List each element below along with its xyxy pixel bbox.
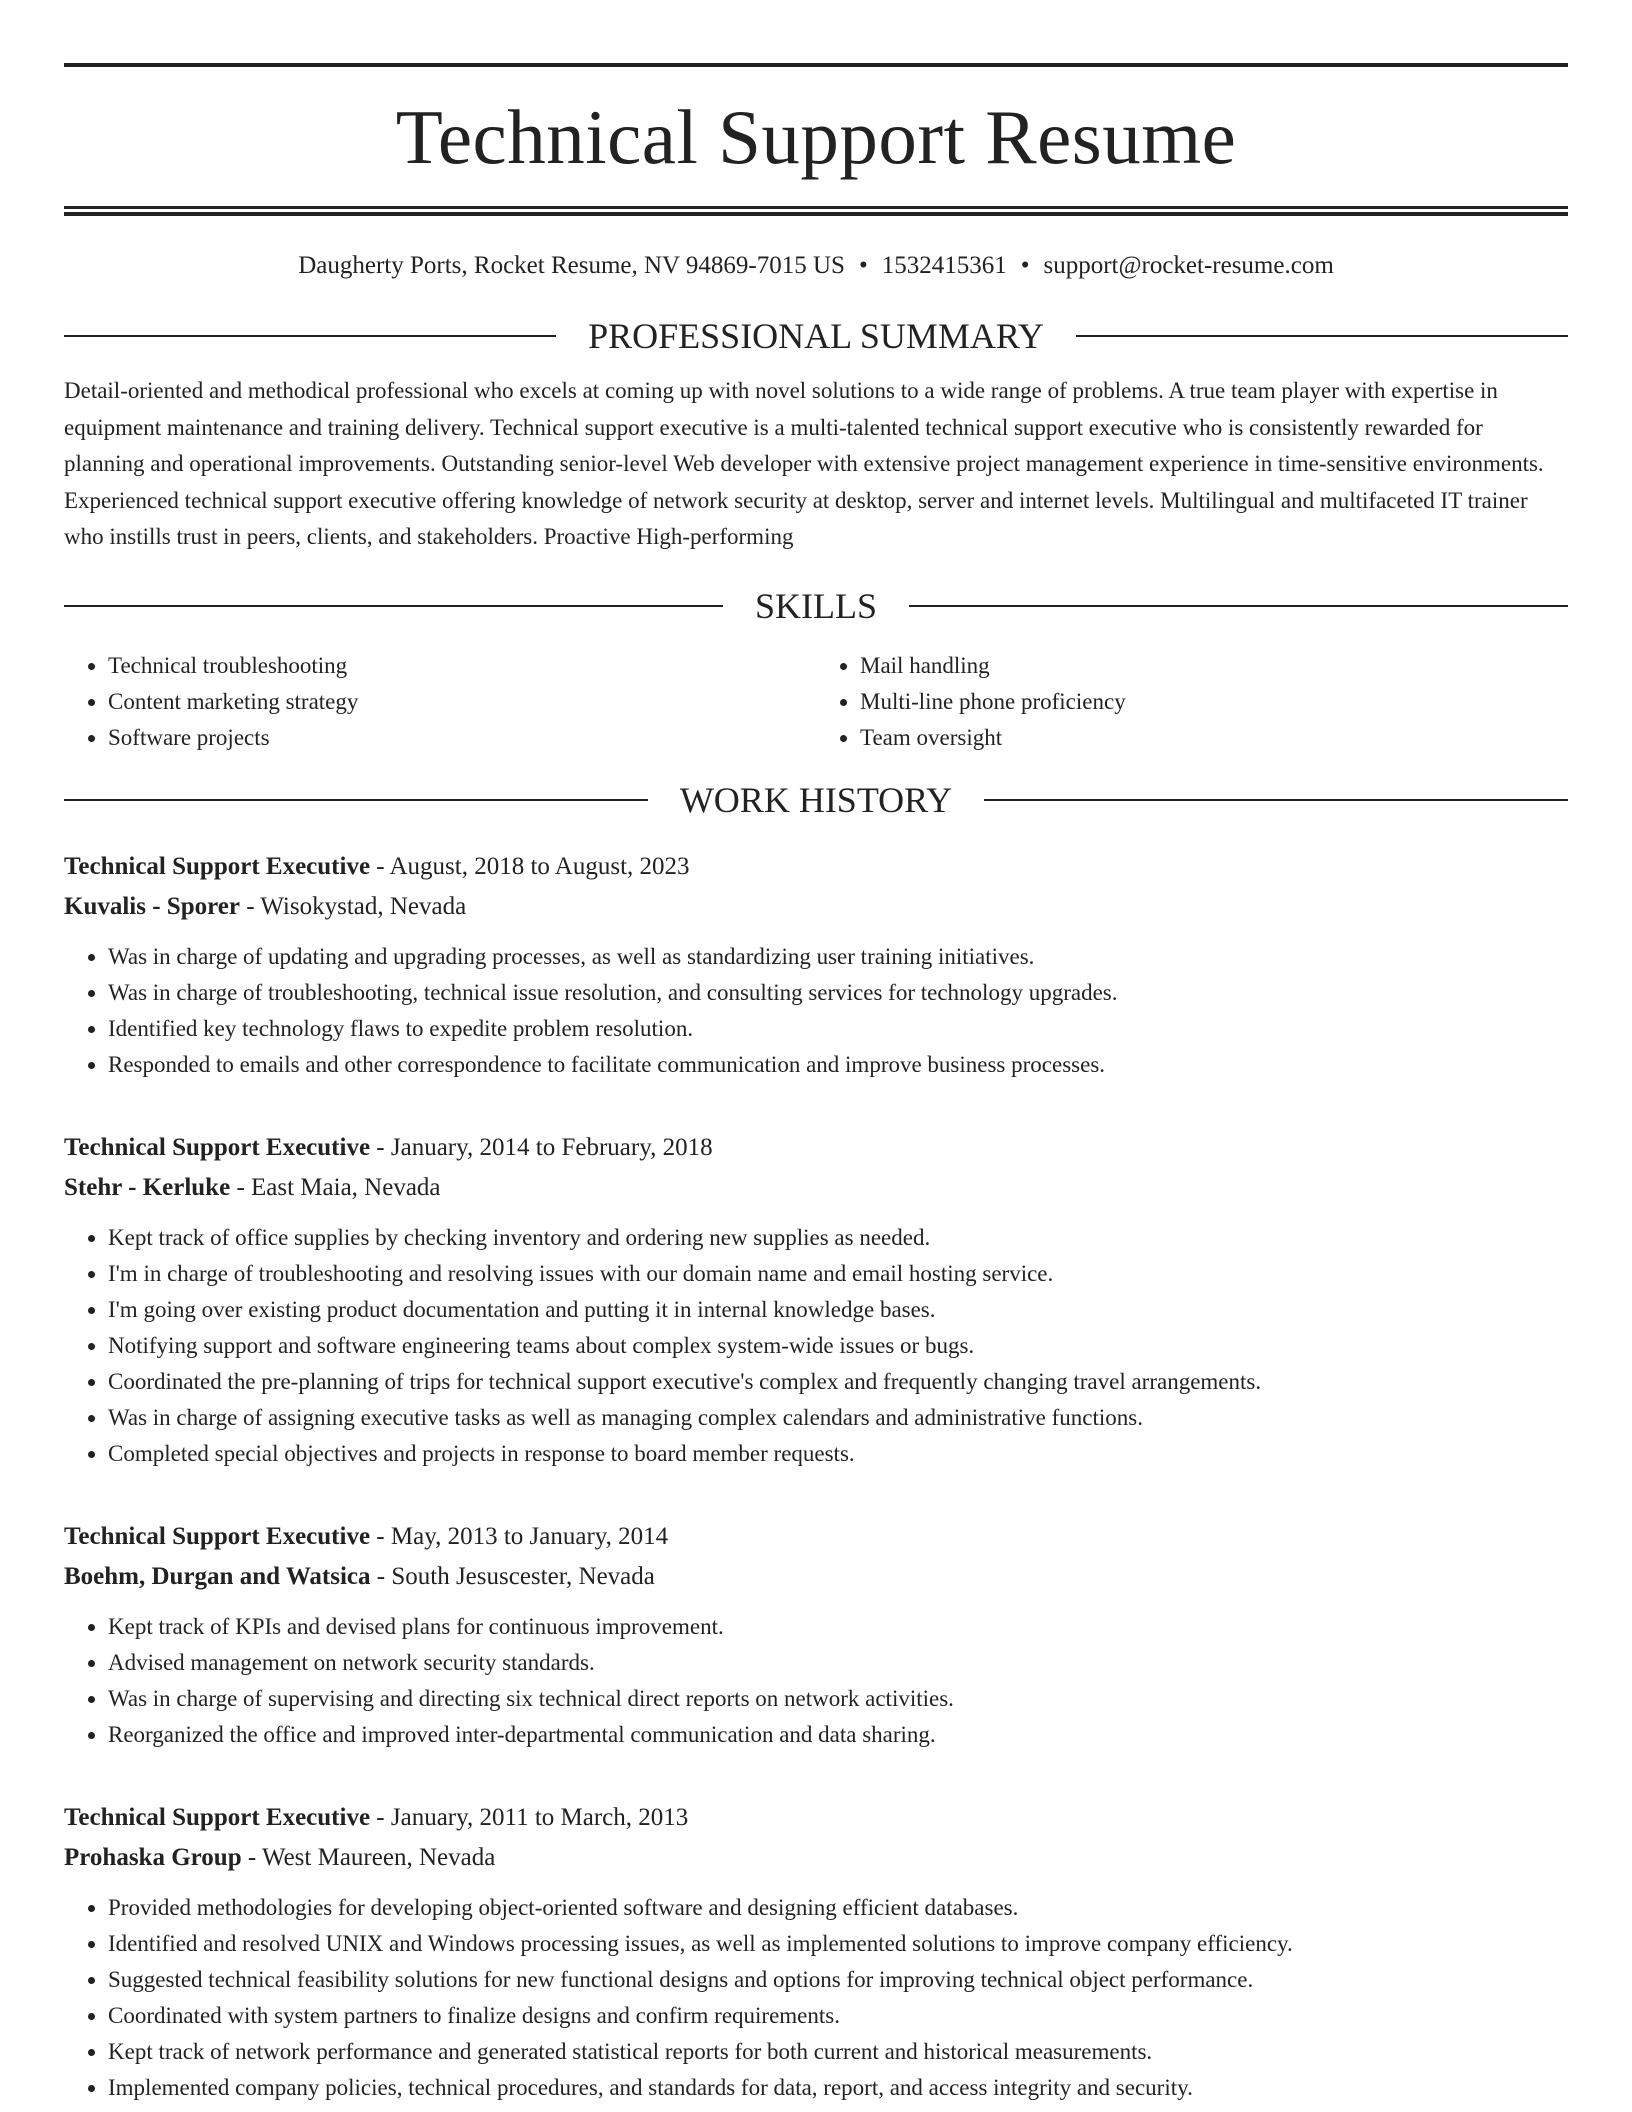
job-bullets xyxy=(64,1609,1568,1753)
job-bullet: • Provided methodologies for developing object-oriented software and designing efficient databases. xyxy=(108,1890,1568,1926)
job-company-line xyxy=(64,1557,1568,1597)
skills-list xyxy=(64,648,1568,756)
job-bullet: • Coordinated with system partners to finalize designs and confirm requirements. xyxy=(108,1998,1568,2034)
contact-separator: • xyxy=(1020,252,1030,279)
job-entry xyxy=(64,1798,1568,2106)
job-dates: - August, 2018 to August, 2023 xyxy=(370,852,690,880)
job-bullet: • Identified and resolved UNIX and Windows processing issues, as well as implemented solutions to improve company efficiency. xyxy=(108,1926,1568,1962)
job-entry xyxy=(64,1128,1568,1472)
job-bullets xyxy=(64,1220,1568,1472)
contact-line xyxy=(64,253,1568,278)
heading-rule xyxy=(1076,335,1568,337)
summary-text: Detail-oriented and methodical professional who excels at coming up with novel solutions to a wide range of problems. A true team player with expertise in equipment maintenance and training delivery. Technical support executive is a multi-talented technical support executive who is consistently rewarded for planning and operational improvements. Outstanding senior-level Web developer with extensive project management experience in time-sensitive environments. Experienced technical support executive offering knowledge of network security at desktop, server and internet levels. Multilingual and multifaceted IT trainer who instills trust in peers, clients, and stakeholders. Proactive High-performing xyxy=(64,378,1544,549)
job-company: Kuvalis - Sporer xyxy=(64,892,240,920)
job-company-line xyxy=(64,887,1568,927)
job-bullet: • Suggested technical feasibility solutions for new functional designs and options for improving technical object performance. xyxy=(108,1962,1568,1998)
job-title-line xyxy=(64,1798,1568,1838)
skill-item: • Multi-line phone proficiency xyxy=(860,684,1568,720)
job-bullet: • Was in charge of updating and upgrading processes, as well as standardizing user training initiatives. xyxy=(108,939,1568,975)
job-title-line xyxy=(64,1517,1568,1557)
contact-phone: 1532415361 xyxy=(881,252,1007,279)
job-bullet: • Responded to emails and other correspondence to facilitate communication and improve business processes. xyxy=(108,1047,1568,1083)
summary-heading xyxy=(64,316,1568,356)
job-bullet: • Notifying support and software engineering teams about complex system-wide issues or bugs. xyxy=(108,1328,1568,1364)
job-bullet: • Identified key technology flaws to expedite problem resolution. xyxy=(108,1011,1568,1047)
skill-item: • Team oversight xyxy=(860,720,1568,756)
contact-address: Daugherty Ports, Rocket Resume, NV 94869-7015 US xyxy=(298,252,845,279)
summary-heading-label: PROFESSIONAL SUMMARY xyxy=(588,316,1044,356)
skill-item: • Technical troubleshooting xyxy=(108,648,816,684)
work-history-heading-label: WORK HISTORY xyxy=(679,779,953,820)
job-company: Boehm, Durgan and Watsica xyxy=(64,1562,371,1590)
job-title: Technical Support Executive xyxy=(64,1522,371,1550)
heading-rule xyxy=(64,335,556,337)
job-bullet: • Kept track of network performance and generated statistical reports for both current and historical measurements. xyxy=(108,2034,1568,2070)
job-bullet: • Was in charge of troubleshooting, technical issue resolution, and consulting services for technology upgrades. xyxy=(108,975,1568,1011)
contact-email: support@rocket-resume.com xyxy=(1043,252,1334,279)
skill-item: • Mail handling xyxy=(860,648,1568,684)
job-title-line xyxy=(64,1128,1568,1168)
job-title: Technical Support Executive xyxy=(64,1803,371,1831)
job-bullets xyxy=(64,1890,1568,2106)
job-bullet: • Was in charge of supervising and directing six technical direct reports on network activities. xyxy=(108,1681,1568,1717)
resume-title: Technical Support Resume xyxy=(395,94,1237,180)
skill-item: • Software projects xyxy=(108,720,816,756)
skill-item: • Content marketing strategy xyxy=(108,684,816,720)
job-bullet: • Reorganized the office and improved inter-departmental communication and data sharing. xyxy=(108,1717,1568,1753)
skills-heading-label: SKILLS xyxy=(755,585,878,626)
job-bullet: • Implemented company policies, technical procedures, and standards for data, report, and access integrity and security. xyxy=(108,2070,1568,2106)
job-location: - South Jesuscester, Nevada xyxy=(370,1562,655,1590)
skills-column-right xyxy=(816,648,1568,756)
job-bullet: • Was in charge of assigning executive tasks as well as managing complex calendars and administrative functions. xyxy=(108,1400,1568,1436)
job-company-line xyxy=(64,1168,1568,1208)
heading-rule xyxy=(64,605,723,607)
job-entry xyxy=(64,847,1568,1083)
job-bullet: • Coordinated the pre-planning of trips for technical support executive's complex and frequently changing travel arrangements. xyxy=(108,1364,1568,1400)
job-title: Technical Support Executive xyxy=(64,852,371,880)
contact-separator: • xyxy=(858,252,868,279)
heading-rule xyxy=(909,605,1568,607)
job-entry xyxy=(64,1517,1568,1753)
skills-heading xyxy=(64,586,1568,626)
job-title-line xyxy=(64,847,1568,887)
job-bullet: • Advised management on network security standards. xyxy=(108,1645,1568,1681)
job-bullet: • Kept track of KPIs and devised plans for continuous improvement. xyxy=(108,1609,1568,1645)
job-company-line xyxy=(64,1838,1568,1878)
job-location: - Wisokystad, Nevada xyxy=(239,892,467,920)
job-bullet: • I'm going over existing product documentation and putting it in internal knowledge bases. xyxy=(108,1292,1568,1328)
job-bullets xyxy=(64,939,1568,1083)
job-company: Stehr - Kerluke xyxy=(64,1173,231,1201)
job-location: - East Maia, Nevada xyxy=(230,1173,441,1201)
title-double-rule xyxy=(64,206,1568,216)
job-location: - West Maureen, Nevada xyxy=(241,1843,496,1871)
job-company: Prohaska Group xyxy=(64,1843,242,1871)
work-history-heading xyxy=(64,780,1568,820)
job-title: Technical Support Executive xyxy=(64,1133,371,1161)
job-bullet: • I'm in charge of troubleshooting and resolving issues with our domain name and email hosting service. xyxy=(108,1256,1568,1292)
job-bullet: • Kept track of office supplies by checking inventory and ordering new supplies as needed. xyxy=(108,1220,1568,1256)
heading-rule xyxy=(64,799,648,801)
job-dates: - January, 2011 to March, 2013 xyxy=(370,1803,689,1831)
job-dates: - May, 2013 to January, 2014 xyxy=(370,1522,669,1550)
heading-rule xyxy=(984,799,1568,801)
job-bullet: • Completed special objectives and projects in response to board member requests. xyxy=(108,1436,1568,1472)
job-dates: - January, 2014 to February, 2018 xyxy=(370,1133,713,1161)
top-rule xyxy=(64,63,1568,67)
skills-column-left xyxy=(64,648,816,756)
